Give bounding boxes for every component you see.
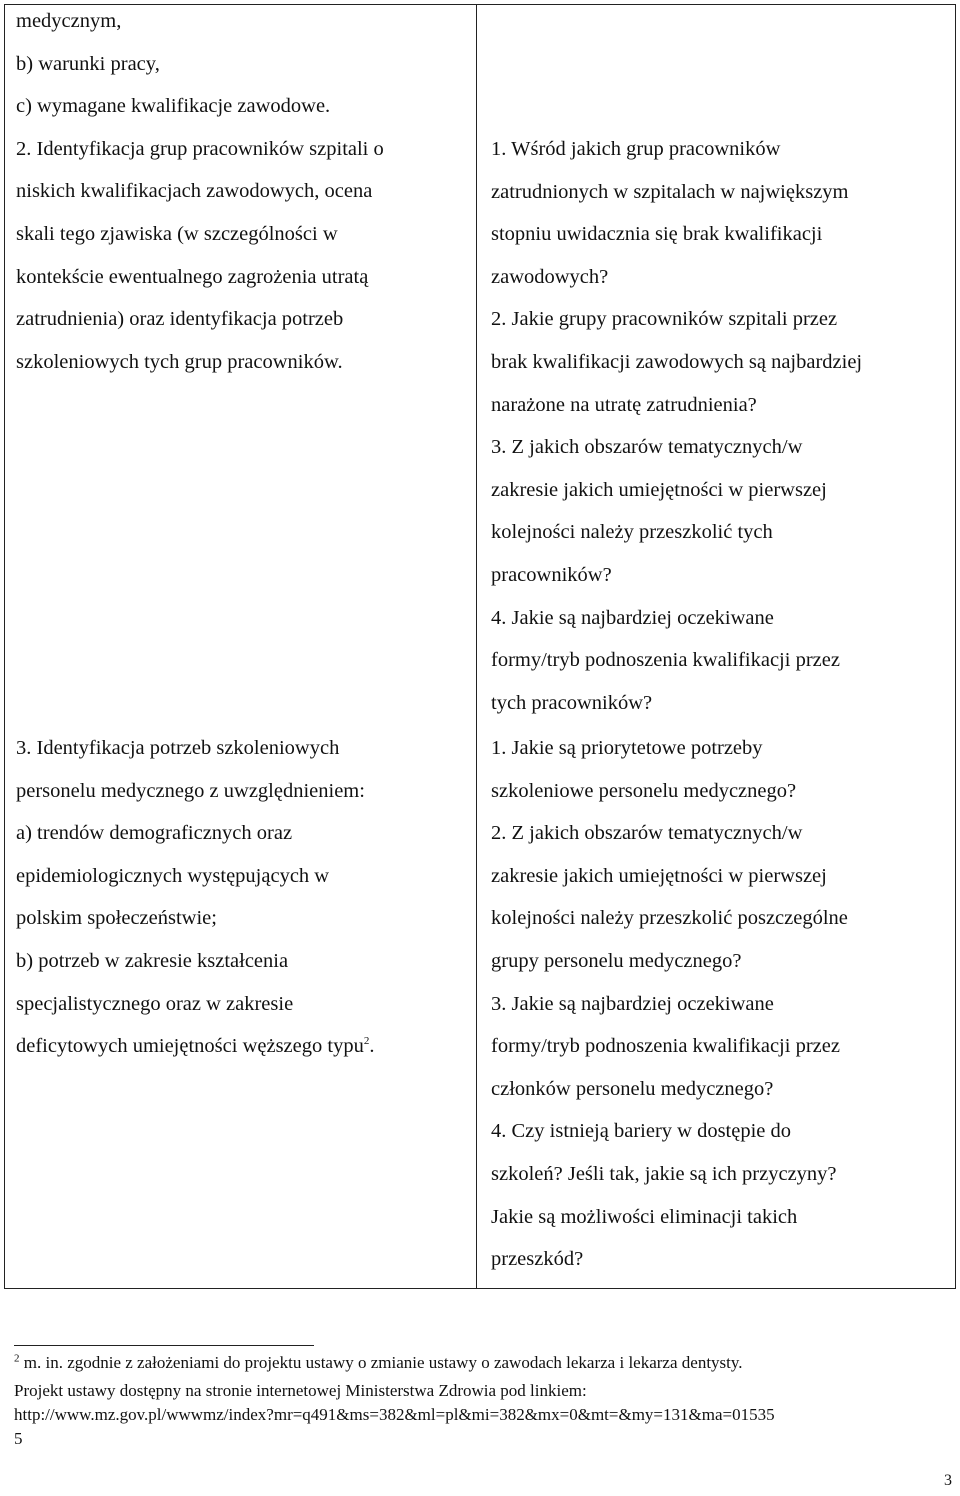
text-line: szkoleniowych tych grup pracowników. [16,350,343,373]
text-line: specjalistycznego oraz w zakresie [16,992,294,1015]
text-line: 2. Z jakich obszarów tematycznych/w [491,822,803,845]
footnote-link[interactable]: http://www.mz.gov.pl/wwwmz/index?mr=q491&ms=382&ml=pl&mi=382&mx=0&mt=&my=131&ma=01535 [14,1405,775,1424]
right-cell-top [491,128,862,724]
text-line: kolejności należy przeszkolić tych [491,521,773,544]
text-line: członków personelu medycznego? [491,1077,774,1100]
text-line: tych pracowników? [491,691,653,714]
text-line: 2. Identyfikacja grup pracowników szpitali o [16,137,384,160]
page-number: 3 [944,1472,952,1489]
left-cell-bottom [16,727,374,1068]
text-line: zakresie jakich umiejętności w pierwszej [491,478,827,501]
text-line: Jakie są możliwości eliminacji takich [491,1205,798,1228]
text-line: 3. Z jakich obszarów tematycznych/w [491,436,803,459]
text-segment: deficytowych umiejętności węższego typu [16,1035,364,1058]
footnote-ref[interactable]: 2 [363,1035,370,1048]
text-line: polskim społeczeństwie; [16,907,217,930]
text-segment: . [369,1035,375,1058]
text-line: szkoleń? Jeśli tak, jakie są ich przyczyny? [491,1162,837,1185]
right-cell-bottom [491,727,848,1281]
text-line: c) wymagane kwalifikacje zawodowe. [16,95,331,118]
text-line: formy/tryb podnoszenia kwalifikacji przez [491,1035,840,1058]
footnote-line: 5 [14,1429,23,1448]
text-line: 4. Czy istnieją bariery w dostępie do [491,1120,792,1143]
text-line: 1. Wśród jakich grup pracowników [491,138,781,160]
text-line: 1. Jakie są priorytetowe potrzeby [491,737,763,759]
text-line: kolejności należy przeszkolić poszczególne [491,907,848,930]
text-line: medycznym, [16,10,122,32]
text-line-with-footnote-ref [16,1025,374,1068]
footnote-line [14,1352,743,1375]
text-line: pracowników? [491,563,612,586]
text-line: 4. Jakie są najbardziej oczekiwane [491,606,774,629]
text-line: szkoleniowe personelu medycznego? [491,779,797,802]
text-line: grupy personelu medycznego? [491,949,742,972]
text-line: personelu medycznego z uwzględnieniem: [16,779,365,802]
footnote-separator [14,1345,314,1346]
text-line: a) trendów demograficznych oraz [16,822,293,845]
text-line: 2. Jakie grupy pracowników szpitali przez [491,308,838,331]
text-line: niskich kwalifikacjach zawodowych, ocena [16,180,373,203]
footnote-number: 2 [14,1352,20,1365]
text-line: b) potrzeb w zakresie kształcenia [16,949,289,972]
text-line: 3. Jakie są najbardziej oczekiwane [491,992,774,1015]
left-cell-top [16,0,384,383]
text-line: 3. Identyfikacja potrzeb szkoleniowych [16,737,340,759]
footnote-text: m. in. zgodnie z założeniami do projektu ustawy o zmianie ustawy o zawodach lekarza i lekarza dentysty. [19,1353,743,1372]
text-line: skali tego zjawiska (w szczególności w [16,222,338,245]
text-line: zatrudnionych w szpitalach w największym [491,180,849,203]
text-line: formy/tryb podnoszenia kwalifikacji przez [491,649,840,672]
text-line: przeszkód? [491,1248,584,1271]
column-divider [476,4,477,1289]
text-line: zakresie jakich umiejętności w pierwszej [491,864,827,887]
text-line: zawodowych? [491,265,609,288]
text-line: zatrudnienia) oraz identyfikacja potrzeb [16,308,344,331]
text-line: kontekście ewentualnego zagrożenia utratą [16,265,369,288]
footnote-line: Projekt ustawy dostępny na stronie internetowej Ministerstwa Zdrowia pod linkiem: [14,1381,587,1400]
text-line: stopniu uwidacznia się brak kwalifikacji [491,223,823,246]
text-line: b) warunki pracy, [16,52,160,75]
text-line: brak kwalifikacji zawodowych są najbardziej [491,350,863,373]
text-line: epidemiologicznych występujących w [16,864,330,887]
text-line: narażone na utratę zatrudnienia? [491,393,757,416]
